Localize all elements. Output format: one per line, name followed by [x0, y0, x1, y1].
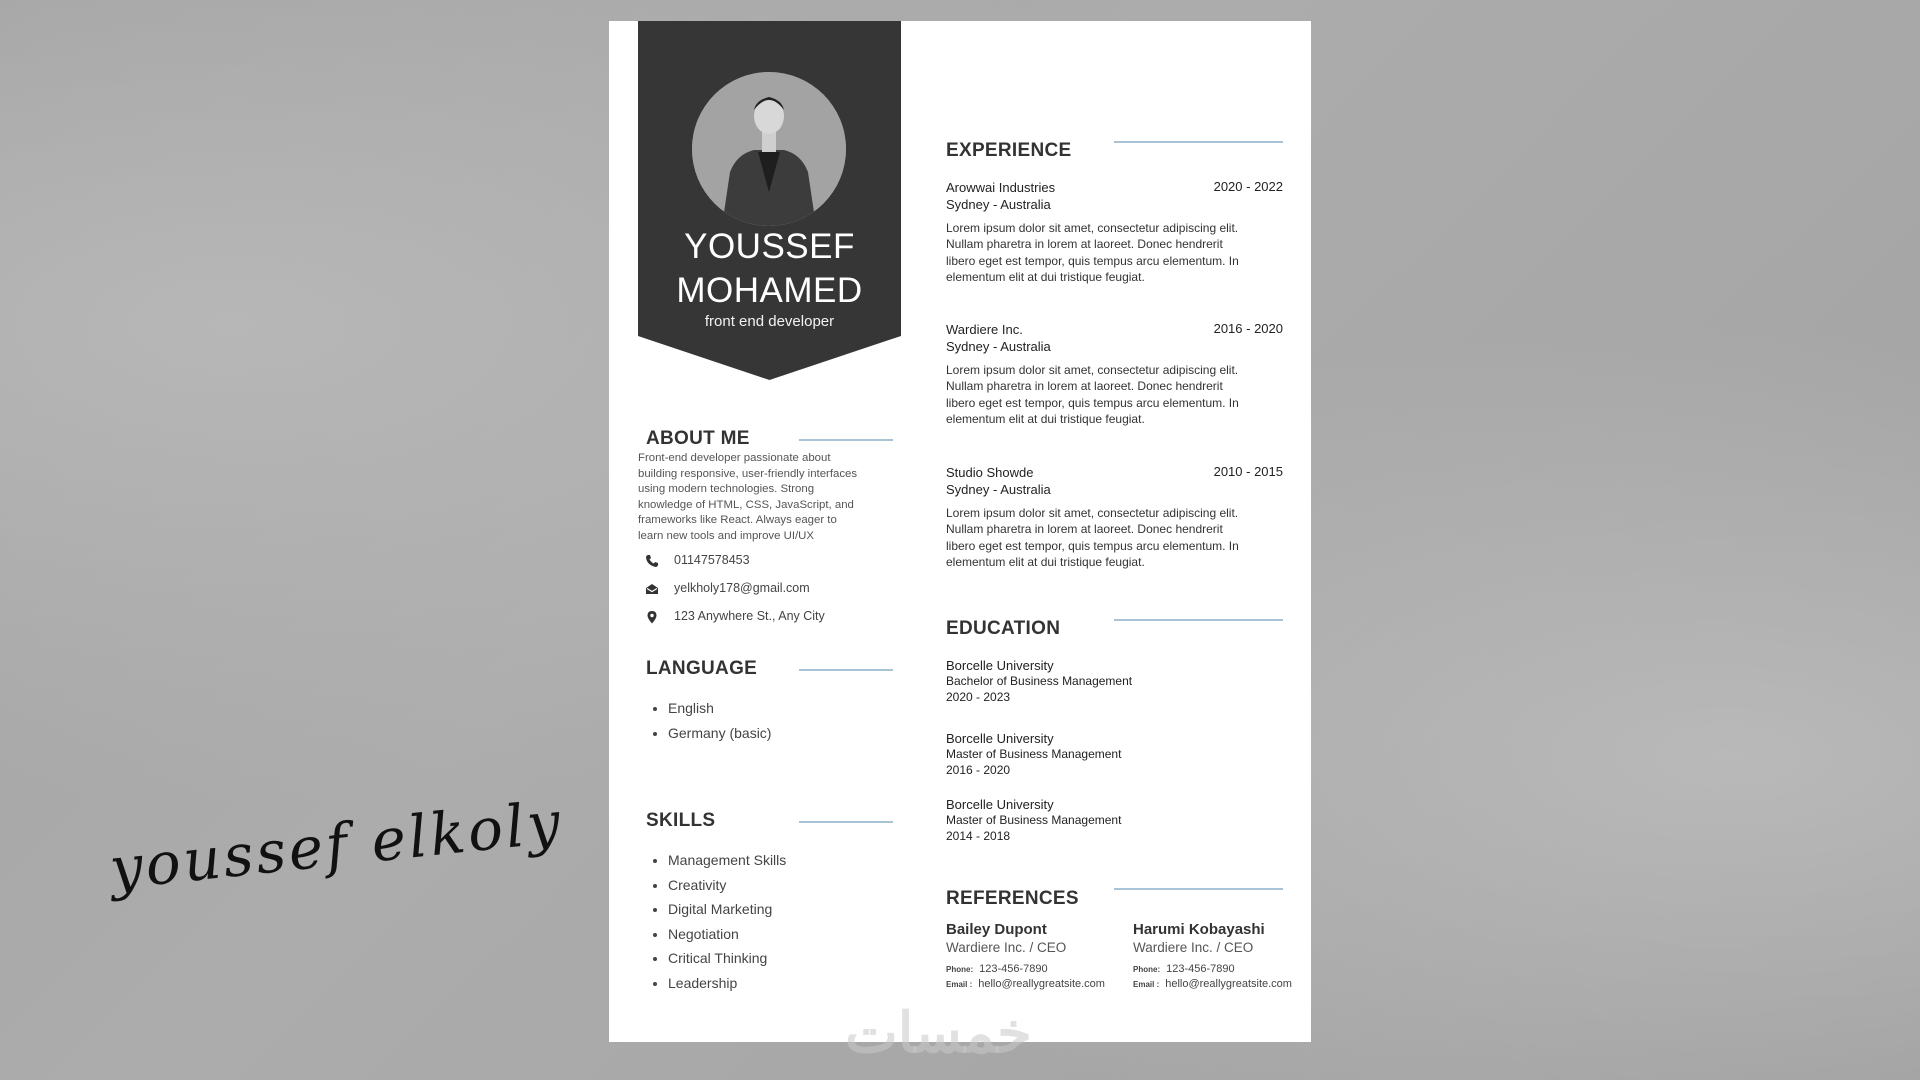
university-name: Borcelle University — [946, 731, 1054, 746]
phone-label: Phone: — [946, 965, 974, 974]
phone-value: 123-456-7890 — [979, 963, 1048, 975]
experience-item — [946, 321, 1283, 427]
reference-title: Wardiere Inc. / CEO — [946, 940, 1067, 955]
reference-email — [946, 977, 1126, 992]
degree-name: Master of Business Management — [946, 747, 1122, 761]
phone-label: Phone: — [1133, 965, 1161, 974]
skill-item: • Digital Marketing — [668, 899, 786, 924]
degree-name: Master of Business Management — [946, 813, 1122, 827]
about-line: building responsive, user-friendly interfaces — [638, 467, 858, 480]
degree-name: Bachelor of Business Management — [946, 674, 1133, 688]
skill-item: • Leadership — [668, 973, 786, 998]
education-years: 2016 - 2020 — [946, 762, 1011, 777]
experience-item — [946, 464, 1283, 570]
skills-list — [646, 850, 786, 998]
references-heading: REFERENCES — [946, 888, 1079, 909]
description-line: libero eget est tempor, quis tempus arcu elementum. In — [946, 395, 1239, 410]
reference-name: Bailey Dupont — [946, 921, 1047, 938]
experience-item — [946, 179, 1283, 285]
description-line: elementum elit at dui tristique feugiat. — [946, 269, 1145, 284]
experience-description — [946, 362, 1283, 427]
resume-page — [609, 21, 1311, 1042]
skills-heading: SKILLS — [646, 810, 716, 831]
skill-item: • Management Skills — [668, 850, 786, 875]
email-label: Email : — [1133, 980, 1160, 989]
description-line: Lorem ipsum dolor sit amet, consectetur adipiscing elit. — [946, 506, 1239, 520]
header-banner — [638, 21, 901, 381]
language-item: • English — [668, 698, 771, 723]
education-heading: EDUCATION — [946, 618, 1061, 639]
company-name: Arowwai Industries — [946, 180, 1056, 195]
company-name: Wardiere Inc. — [946, 322, 1023, 337]
experience-location: Sydney - Australia — [946, 339, 1051, 354]
experience-years: 2010 - 2015 — [1213, 464, 1283, 479]
envelope-icon — [645, 582, 659, 596]
description-line: Lorem ipsum dolor sit amet, consectetur adipiscing elit. — [946, 221, 1239, 235]
experience-location: Sydney - Australia — [946, 197, 1051, 212]
first-name: YOUSSEF — [684, 227, 855, 266]
skill-item: • Negotiation — [668, 924, 786, 949]
experience-years: 2020 - 2022 — [1213, 179, 1283, 194]
about-line: Front-end developer passionate about — [638, 452, 831, 464]
person-silhouette-icon — [692, 72, 846, 226]
experience-location: Sydney - Australia — [946, 482, 1051, 497]
education-item — [946, 796, 1246, 844]
email-text: yelkholy178@gmail.com — [674, 581, 810, 595]
reference-email — [1133, 977, 1311, 992]
reference-title: Wardiere Inc. / CEO — [1133, 940, 1254, 955]
description-line: Lorem ipsum dolor sit amet, consectetur adipiscing elit. — [946, 363, 1239, 377]
contact-address — [645, 609, 885, 627]
signature: youssef elkoly — [106, 787, 567, 903]
education-years: 2020 - 2023 — [946, 689, 1011, 704]
university-name: Borcelle University — [946, 658, 1054, 673]
about-text — [638, 451, 888, 544]
education-rule — [1114, 619, 1283, 621]
company-name: Studio Showde — [946, 465, 1034, 480]
language-heading: LANGUAGE — [646, 658, 758, 679]
about-line: frameworks like React. Always eager to — [638, 514, 837, 526]
phone-icon — [645, 554, 659, 568]
references-rule — [1114, 888, 1283, 890]
job-title: front end developer — [704, 313, 835, 330]
email-label: Email : — [946, 980, 973, 989]
reference-phone — [1133, 962, 1311, 977]
description-line: libero eget est tempor, quis tempus arcu elementum. In — [946, 538, 1239, 553]
language-rule — [799, 669, 893, 671]
education-item — [946, 657, 1246, 705]
experience-description — [946, 220, 1283, 285]
university-name: Borcelle University — [946, 797, 1054, 812]
experience-description — [946, 505, 1283, 570]
reference-card — [1133, 920, 1311, 992]
education-years: 2014 - 2018 — [946, 828, 1011, 843]
phone-value: 123-456-7890 — [1166, 963, 1235, 975]
about-rule — [799, 439, 893, 441]
about-line: knowledge of HTML, CSS, JavaScript, and — [638, 498, 854, 511]
about-line: learn new tools and improve UI/UX — [638, 529, 815, 542]
education-item — [946, 730, 1246, 778]
reference-phone — [946, 962, 1126, 977]
phone-text: 01147578453 — [674, 553, 750, 567]
location-pin-icon — [645, 610, 659, 624]
email-value: hello@reallygreatsite.com — [978, 978, 1105, 990]
last-name: MOHAMED — [676, 271, 863, 310]
skills-rule — [799, 821, 893, 823]
reference-card — [946, 920, 1126, 992]
about-heading: ABOUT ME — [646, 428, 750, 449]
about-line: using modern technologies. Strong — [638, 483, 815, 495]
skill-item: • Critical Thinking — [668, 948, 786, 973]
description-line: libero eget est tempor, quis tempus arcu elementum. In — [946, 253, 1239, 268]
experience-rule — [1114, 141, 1283, 143]
language-list — [646, 698, 771, 747]
description-line: elementum elit at dui tristique feugiat. — [946, 411, 1145, 426]
profile-photo — [692, 72, 846, 226]
contact-phone — [645, 553, 885, 571]
skill-item: • Creativity — [668, 875, 786, 900]
contact-email — [645, 581, 885, 599]
address-text: 123 Anywhere St., Any City — [674, 609, 825, 623]
experience-years: 2016 - 2020 — [1213, 321, 1283, 336]
description-line: Nullam pharetra in lorem at laoreet. Donec hendrerit — [946, 237, 1223, 252]
description-line: Nullam pharetra in lorem at laoreet. Donec hendrerit — [946, 379, 1223, 394]
experience-heading: EXPERIENCE — [946, 140, 1072, 161]
description-line: Nullam pharetra in lorem at laoreet. Donec hendrerit — [946, 522, 1223, 537]
language-item: • Germany (basic) — [668, 723, 771, 748]
watermark-logo: خمسات — [845, 1001, 1032, 1064]
description-line: elementum elit at dui tristique feugiat. — [946, 554, 1145, 569]
reference-name: Harumi Kobayashi — [1133, 921, 1265, 938]
email-value: hello@reallygreatsite.com — [1165, 978, 1292, 990]
